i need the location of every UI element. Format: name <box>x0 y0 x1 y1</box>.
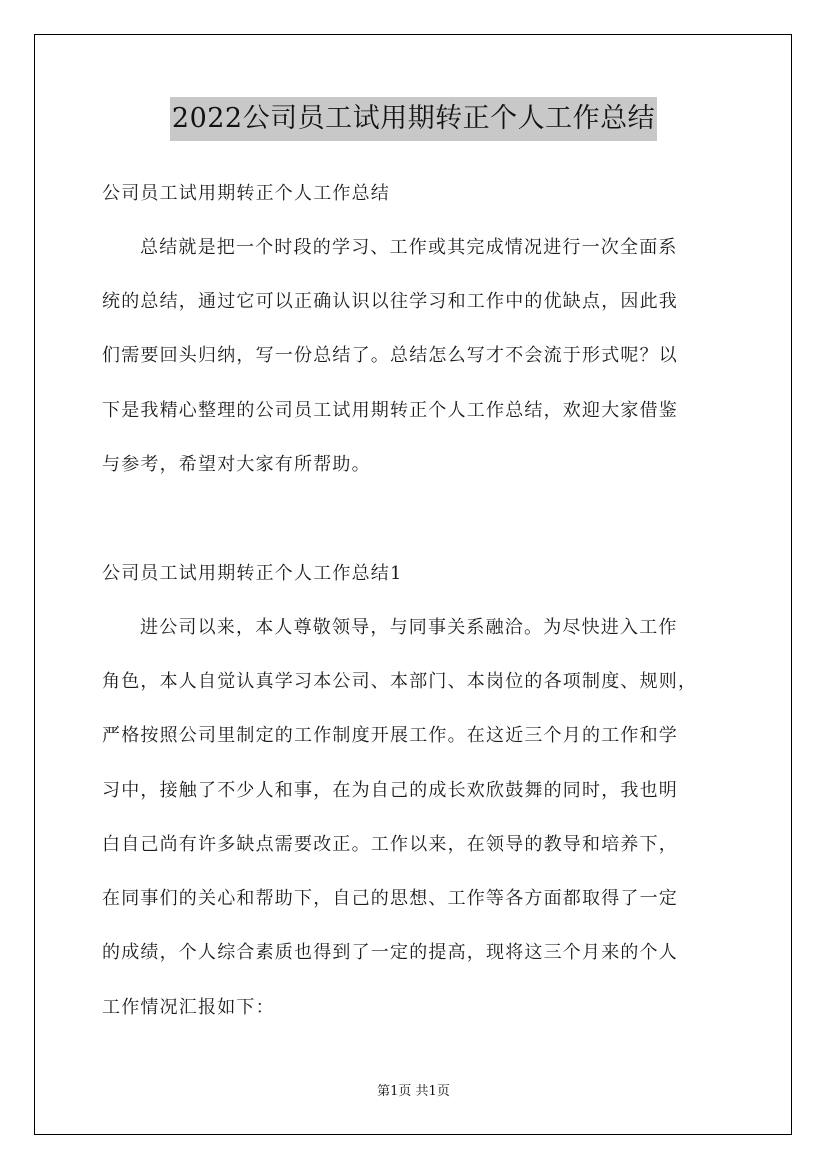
body-line: 的成绩，个人综合素质也得到了一定的提高，现将这三个月来的个人 <box>102 942 678 963</box>
body-line: 严格按照公司里制定的工作制度开展工作。在这近三个月的工作和学 <box>102 725 678 746</box>
body-line: 进公司以来，本人尊敬领导，与同事关系融洽。为尽快进入工作 <box>140 617 678 638</box>
section-heading: 公司员工试用期转正个人工作总结1 <box>102 563 403 584</box>
intro-line: 下是我精心整理的公司员工试用期转正个人工作总结，欢迎大家借鉴 <box>102 400 678 421</box>
body-line: 习中，接触了不少人和事，在为自己的成长欢欣鼓舞的同时，我也明 <box>102 780 678 801</box>
page-footer: 第1页 共1页 <box>377 1084 450 1099</box>
document-title: 2022公司员工试用期转正个人工作总结 <box>170 97 657 141</box>
body-line: 在同事们的关心和帮助下，自己的思想、工作等各方面都取得了一定 <box>102 888 678 909</box>
body-line: 工作情况汇报如下： <box>102 997 275 1018</box>
document-subtitle: 公司员工试用期转正个人工作总结 <box>102 183 390 204</box>
intro-line: 总结就是把一个时段的学习、工作或其完成情况进行一次全面系 <box>140 237 678 258</box>
body-line: 角色，本人自觉认真学习本公司、本部门、本岗位的各项制度、规则， <box>102 671 698 692</box>
intro-line: 们需要回头归纳，写一份总结了。总结怎么写才不会流于形式呢？以 <box>102 345 678 366</box>
title-container <box>0 97 827 141</box>
body-line: 白自己尚有许多缺点需要改正。工作以来，在领导的教导和培养下， <box>102 834 678 855</box>
intro-line: 统的总结，通过它可以正确认识以往学习和工作中的优缺点，因此我 <box>102 291 678 312</box>
intro-line: 与参考，希望对大家有所帮助。 <box>102 454 371 475</box>
